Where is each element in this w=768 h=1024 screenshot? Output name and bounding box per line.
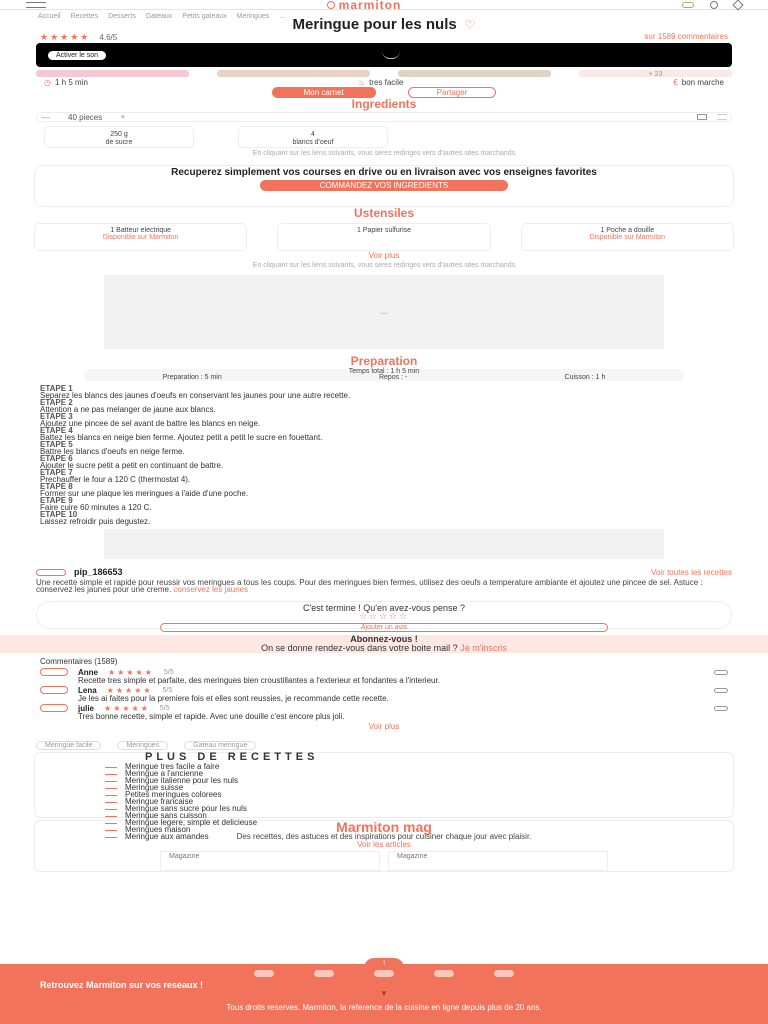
author-name[interactable]: pip_186653 xyxy=(74,567,123,577)
utensil-card[interactable] xyxy=(521,223,734,251)
advertisement-2[interactable] xyxy=(104,529,664,559)
servings-stepper xyxy=(41,112,126,122)
footer xyxy=(0,958,768,1024)
footer-text: Tous droits reserves. Marmiton, la reference de la cuisine en ligne depuis plus de 20 ans. xyxy=(226,1003,542,1012)
rating-value: 4.6/5 xyxy=(99,32,118,42)
preparation-steps xyxy=(0,381,768,525)
sound-toggle-button[interactable]: Activer le son xyxy=(48,51,106,60)
more-recipe-item[interactable] xyxy=(105,833,703,840)
utensil-link[interactable]: Disponible sur Marmiton xyxy=(102,234,179,241)
newsletter-text xyxy=(0,644,768,652)
servings-value: 40 pieces xyxy=(68,112,103,122)
comment-rating: 5/5 xyxy=(159,705,170,712)
review-stars[interactable]: ☆☆☆☆☆ xyxy=(358,611,410,621)
more-recipe-label: Meringue italienne pour les nuls xyxy=(125,776,238,785)
video-player[interactable] xyxy=(36,43,732,67)
bullet-icon xyxy=(105,781,117,782)
footer-toggle-icon[interactable]: ↑ xyxy=(364,958,404,968)
photo-thumbnail[interactable] xyxy=(36,70,189,77)
ingredient-name: blancs d'oeuf xyxy=(292,139,334,146)
save-button[interactable]: Mon carnet xyxy=(272,87,376,98)
budget-value: bon marche xyxy=(681,77,724,87)
comments-link[interactable]: sur 1589 commentaires xyxy=(644,32,728,41)
step-label: ETAPE 9 xyxy=(40,496,73,505)
step-label: ETAPE 6 xyxy=(40,454,73,463)
clock-icon: ◷ xyxy=(44,77,51,87)
utensils-affiliate-note: En cliquant sur les liens suivants, vous serez rediriges vers d'autres sites marchands xyxy=(252,262,516,269)
like-icon[interactable] xyxy=(714,688,728,693)
bullet-icon xyxy=(105,788,117,789)
tiktok-icon[interactable] xyxy=(494,970,514,977)
more-recipe-label: Petites meringues colorees xyxy=(125,790,222,799)
social-links xyxy=(0,970,768,977)
more-recipe-label: Meringue tres facile a faire xyxy=(125,762,220,771)
utensils-see-more-link[interactable]: Voir plus xyxy=(368,251,400,260)
servings-selector xyxy=(36,112,732,122)
more-recipe-label: Meringue sans cuisson xyxy=(125,811,207,820)
tag-pill[interactable]: Gateau meringue xyxy=(184,741,256,750)
video-loading-icon xyxy=(382,51,400,59)
more-recipe-label: Meringue a l'ancienne xyxy=(125,769,204,778)
ingredients-heading: Ingredients xyxy=(351,97,417,111)
time-summary xyxy=(84,369,684,381)
affiliate-note: En cliquant sur les liens suivants, vous serez rediriges vers d'autres sites marchands xyxy=(252,150,516,157)
author-info xyxy=(36,567,123,577)
step-text: Separez les blancs des jaunes d'oeufs en conservant les jaunes pour une autre recette. xyxy=(40,391,351,400)
comment-body xyxy=(78,668,728,684)
comment-stars: ★★★★★ xyxy=(106,686,153,695)
author-recipes-link[interactable]: Voir toutes les recettes xyxy=(651,567,732,577)
more-recipe-label: Meringues maison xyxy=(125,825,191,834)
pinterest-icon[interactable] xyxy=(254,970,274,977)
rating-row xyxy=(0,32,768,41)
bullet-icon xyxy=(105,795,117,796)
ingredient-card xyxy=(44,126,194,148)
step-text: Faire cuire 60 minutes a 120 C. xyxy=(40,503,152,512)
bullet-icon xyxy=(105,809,117,810)
comment-stars: ★★★★★ xyxy=(104,704,150,713)
euro-icon: € xyxy=(673,77,678,87)
difficulty-info xyxy=(358,78,403,87)
comment-author[interactable]: Lena xyxy=(78,686,97,695)
ingredient-list xyxy=(0,122,768,148)
time-info xyxy=(44,78,88,87)
list-view-icon[interactable] xyxy=(717,114,727,120)
preparation-heading: Preparation xyxy=(350,354,418,368)
hamburger-icon[interactable] xyxy=(26,2,46,8)
grid-view-icon[interactable] xyxy=(697,114,707,120)
utensil-name: 1 Papier sulfurise xyxy=(356,227,412,234)
save-heart-icon[interactable]: ♡ xyxy=(464,18,476,32)
newsletter-banner xyxy=(0,635,768,653)
facebook-icon[interactable] xyxy=(314,970,334,977)
comment-rating: 5/5 xyxy=(162,687,173,694)
difficulty-value: tres facile xyxy=(369,77,404,87)
utensil-card[interactable] xyxy=(277,223,490,251)
step-text: Laissez refroidir puis degustez. xyxy=(40,517,151,526)
shopping-box xyxy=(34,165,734,207)
magazine-cards xyxy=(35,851,733,871)
breadcrumb-item[interactable]: Gateaux xyxy=(145,13,173,20)
decrease-servings-button[interactable]: — xyxy=(41,112,50,122)
bullet-icon xyxy=(105,823,117,824)
utensil-list xyxy=(0,219,768,251)
step-label: ETAPE 2 xyxy=(40,398,73,407)
step-text: Attention a ne pas melanger de jaune aux blancs. xyxy=(40,405,216,414)
more-recipe-item[interactable] xyxy=(105,791,703,798)
comment xyxy=(0,666,768,684)
top-right-icons xyxy=(682,1,742,9)
more-recipe-item[interactable] xyxy=(105,777,703,784)
rating-stars: ★★★★★ xyxy=(40,31,91,42)
step-label: ETAPE 3 xyxy=(40,412,73,421)
bullet-icon xyxy=(105,830,117,831)
ad-loading-icon xyxy=(379,310,389,314)
step-text: Former sur une plaque les meringues a l'aide d'une poche. xyxy=(40,489,249,498)
magazine-title: Marmiton mag xyxy=(336,819,432,835)
breadcrumb-item[interactable]: Meringues xyxy=(236,13,270,20)
increase-servings-button[interactable]: + xyxy=(120,112,126,122)
tag-pill[interactable]: Meringue facile xyxy=(36,741,101,750)
page-title: Meringue pour les nuls xyxy=(292,16,457,33)
review-cta xyxy=(36,601,732,629)
comments-title: Commentaires (1589) xyxy=(40,657,118,666)
favorites-icon[interactable] xyxy=(732,0,743,10)
advertisement[interactable] xyxy=(104,275,664,349)
comment-body xyxy=(78,704,728,720)
share-button[interactable]: Partager xyxy=(408,87,497,98)
footer-promo: Retrouvez Marmiton sur vos reseaux ! xyxy=(40,980,204,990)
newsletter-message: On se donne rendez-vous dans votre boite mail ? xyxy=(261,643,458,653)
step-text: Prechauffer le four a 120 C (thermostat 4). xyxy=(40,475,191,484)
bullet-icon xyxy=(105,802,117,803)
comment-author[interactable]: Anne xyxy=(78,668,98,677)
search-icon[interactable] xyxy=(710,1,718,9)
step-text: Ajoutez une pincee de sel avant de battre les blancs en neige. xyxy=(40,419,261,428)
comment-rating: 5/5 xyxy=(163,669,174,676)
comment-author[interactable]: julie xyxy=(78,704,95,713)
more-recipe-label: Meringue francaise xyxy=(125,797,194,806)
step-label: ETAPE 7 xyxy=(40,468,73,477)
add-review-button[interactable]: Ajouter un avis xyxy=(160,623,608,632)
prep-time: Preparation : 5 min xyxy=(162,374,222,381)
more-recipe-label: Meringue legere, simple et delicieuse xyxy=(125,818,258,827)
comments-see-more-link[interactable]: Voir plus xyxy=(368,722,400,731)
comment-stars: ★★★★★ xyxy=(108,668,154,677)
ingredient-qty: 250 g xyxy=(110,131,128,138)
youtube-icon[interactable] xyxy=(434,970,454,977)
like-icon[interactable] xyxy=(714,670,728,675)
logo-text: marmiton xyxy=(338,0,402,12)
instagram-icon[interactable] xyxy=(374,970,394,977)
comment xyxy=(0,702,768,720)
footer-caret-icon: ▼ xyxy=(380,989,388,998)
breadcrumb-item[interactable]: Desserts xyxy=(108,13,136,20)
more-recipe-label: Meringue aux amandes xyxy=(125,832,209,841)
author-avatar[interactable] xyxy=(36,569,66,576)
step-text: Ajouter le sucre petit a petit en continuant de battre. xyxy=(40,461,224,470)
comment-text: Tres bonne recette, simple et rapide. Avec une douille c'est encore plus joli. xyxy=(78,712,345,721)
review-question: C'est termine ! Qu'en avez-vous pense ? xyxy=(302,603,466,613)
profile-icon[interactable] xyxy=(682,2,694,8)
author-description xyxy=(0,577,768,593)
more-recipes-list xyxy=(65,755,703,840)
chef-hat-icon: ♨ xyxy=(357,77,366,87)
ingredient-qty: 4 xyxy=(311,131,315,138)
utensil-link[interactable]: Disponible sur Marmiton xyxy=(589,234,666,241)
breadcrumb-item[interactable]: Petits gateaux xyxy=(182,13,227,20)
step-text: Battre les blancs d'oeufs en neige ferme. xyxy=(40,447,185,456)
comment-avatar[interactable] xyxy=(40,704,68,712)
view-toggle xyxy=(697,114,727,120)
breadcrumb-item[interactable]: Recettes xyxy=(70,13,99,20)
comment xyxy=(0,684,768,702)
author-highlight: conservez les jaunes xyxy=(173,585,249,594)
newsletter-title: Abonnez-vous ! xyxy=(350,634,418,644)
like-icon[interactable] xyxy=(714,706,728,711)
site-logo[interactable] xyxy=(327,0,402,12)
utensils-heading: Ustensiles xyxy=(353,206,415,220)
breadcrumb-item[interactable]: ... xyxy=(279,13,286,20)
bullet-icon xyxy=(105,837,117,838)
top-bar xyxy=(0,0,768,10)
recipe-info xyxy=(0,77,768,87)
step-text: Battez les blancs en neige bien ferme. Ajoutez petit a petit le sucre en fouettant. xyxy=(40,433,323,442)
utensil-name: 1 Poche a douille xyxy=(600,227,655,234)
more-recipes-title: PLUS DE RECETTES xyxy=(145,751,319,763)
comment-avatar[interactable] xyxy=(40,668,68,676)
utensil-name: 1 Batteur electrique xyxy=(110,227,172,234)
more-recipe-item[interactable] xyxy=(105,819,703,826)
photo-thumbnails xyxy=(0,67,768,77)
photo-thumbnail[interactable] xyxy=(398,70,551,77)
bullet-icon xyxy=(105,774,117,775)
breadcrumb-item[interactable]: Accueil xyxy=(38,13,61,20)
more-photos-button[interactable]: + 23 xyxy=(579,70,732,77)
order-ingredients-button[interactable]: COMMANDEZ VOS INGREDIENTS xyxy=(260,180,508,191)
comment-text: Recette tres simple et parfaite, des meringues bien croustillantes a l'exterieur et fondantes a l'interieur. xyxy=(78,676,440,685)
ingredient-name: de sucre xyxy=(105,139,133,146)
comment-list xyxy=(0,666,768,720)
bullet-icon xyxy=(105,816,117,817)
logo-icon xyxy=(327,1,335,9)
comment-text: Je les ai faites pour la premiere fois et elles sont reussies, je recommande cette recette. xyxy=(78,694,389,703)
photo-thumbnail[interactable] xyxy=(217,70,370,77)
utensil-card[interactable] xyxy=(34,223,247,251)
magazine-link[interactable]: Voir les articles xyxy=(357,840,411,849)
comment-body xyxy=(78,686,728,702)
magazine-text: Des recettes, des astuces et des inspirations pour cuisiner chaque jour avec plaisir. xyxy=(236,832,532,841)
rest-time: Repos : - xyxy=(378,374,408,381)
step-label: ETAPE 8 xyxy=(40,482,73,491)
more-recipe-label: Meringue suisse xyxy=(125,783,184,792)
bullet-icon xyxy=(105,767,117,768)
step-label: ETAPE 10 xyxy=(40,510,78,519)
shopping-title: Recuperez simplement vos courses en drive ou en livraison avec vos enseignes favorites xyxy=(171,167,597,178)
step-label: ETAPE 1 xyxy=(40,384,73,393)
total-time: Temps total : 1 h 5 min xyxy=(348,368,420,375)
author-row xyxy=(0,559,768,577)
newsletter-signup-link[interactable]: Je m'inscris xyxy=(460,643,507,653)
magazine-card[interactable]: Magazine xyxy=(388,851,608,871)
related-tags xyxy=(0,731,768,750)
budget-info xyxy=(673,78,724,87)
step-label: ETAPE 4 xyxy=(40,426,73,435)
step-label: ETAPE 5 xyxy=(40,440,73,449)
tag-pill[interactable]: Meringues xyxy=(117,741,168,750)
comment-avatar[interactable] xyxy=(40,686,68,694)
more-recipe-label: Meringue sans sucre pour les nuls xyxy=(125,804,247,813)
ingredient-card xyxy=(238,126,388,148)
time-details xyxy=(84,375,684,381)
cook-time: Cuisson : 1 h xyxy=(564,374,606,381)
magazine-card[interactable]: Magazine xyxy=(160,851,380,871)
author-text: Une recette simple et rapide pour reussir vos meringues a tous les coups. Pour des meringues bien fermes, utilisez des oeufs a temperature ambiante et ajoutez une pincee de sel. Astuce : conservez les jaunes pour une creme. xyxy=(36,578,703,594)
time-value: 1 h 5 min xyxy=(54,77,88,87)
